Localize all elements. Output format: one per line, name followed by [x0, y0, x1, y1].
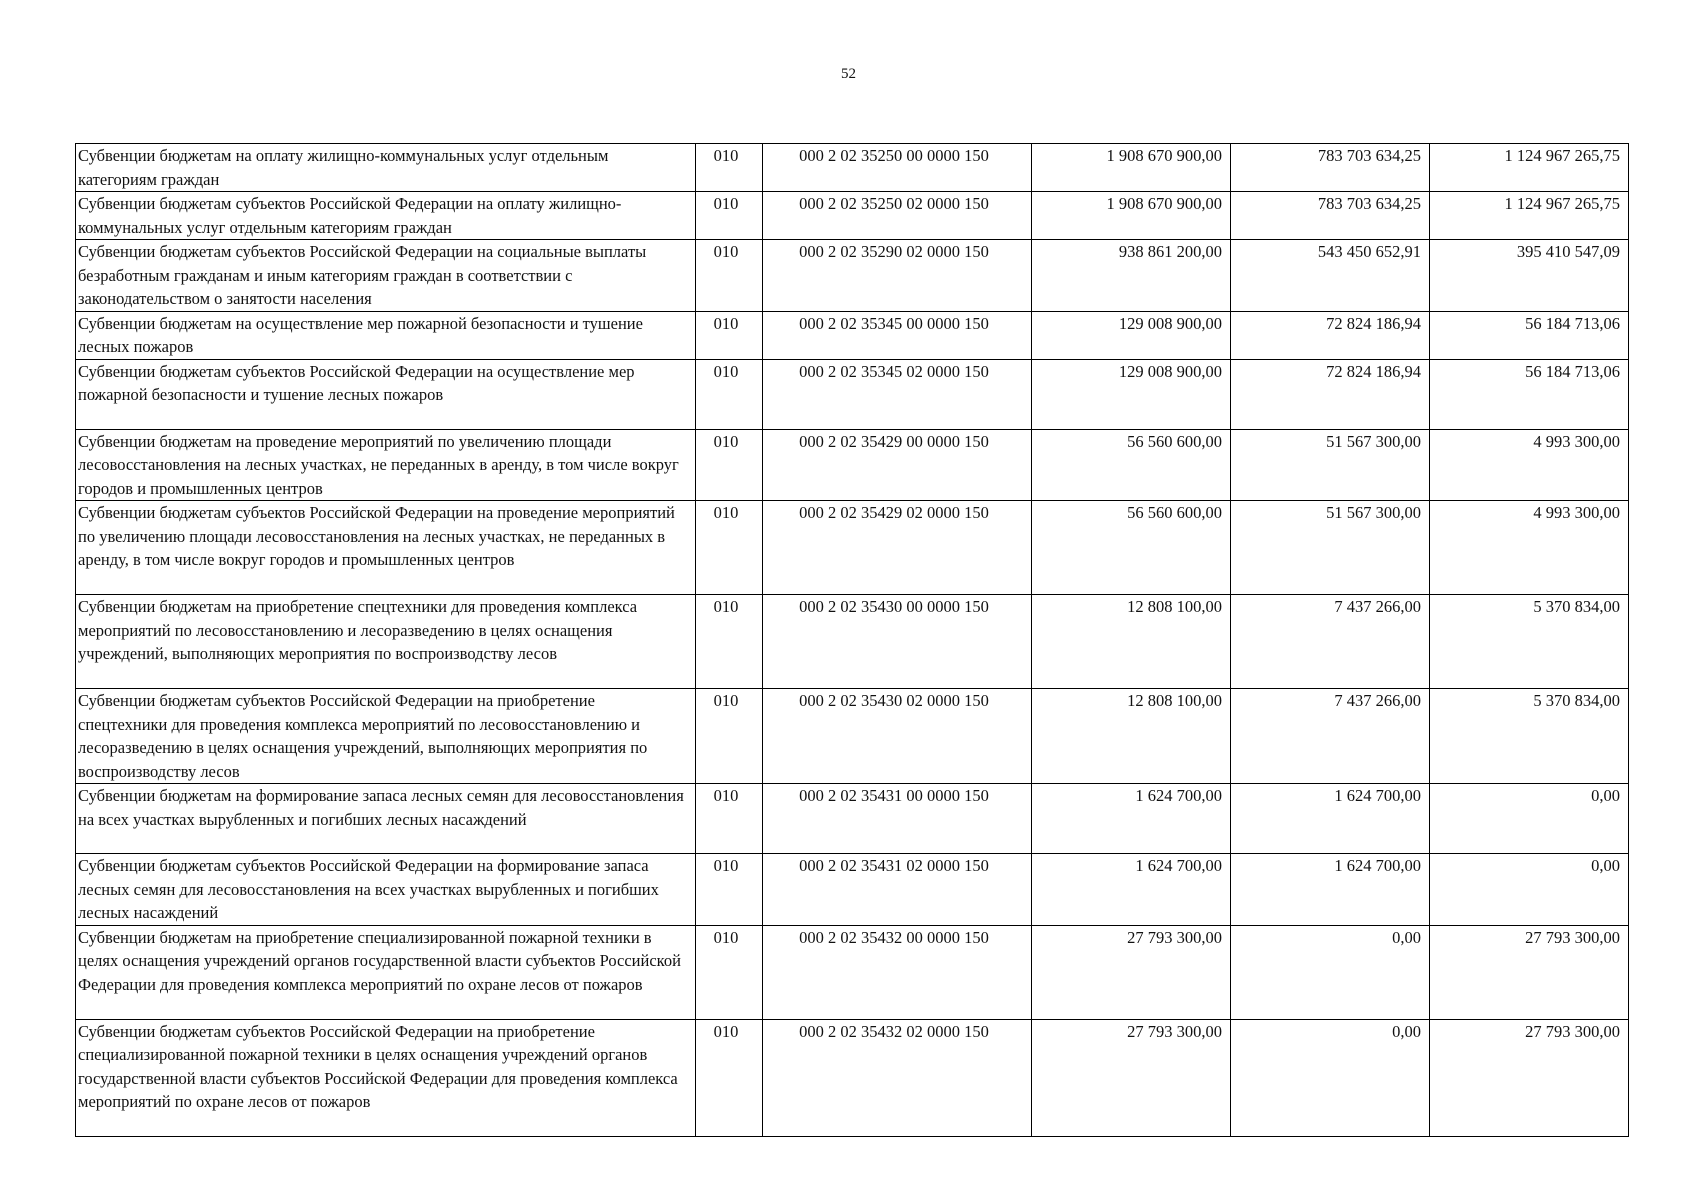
approved-amount-cell: 1 624 700,00	[1032, 784, 1231, 854]
income-name-cell: Субвенции бюджетам субъектов Российской Федерации на формирование запаса лесных семян для лесовосстановления на всех участках вырубленных и погибших лесных насаждений	[76, 854, 696, 926]
income-name-cell: Субвенции бюджетам на приобретение спецтехники для проведения комплекса мероприятий по лесовосстановлению и лесоразведению в целях оснащения учреждений, выполняющих мероприятия по воспроизводству лесов	[76, 595, 696, 689]
unexecuted-amount-cell: 4 993 300,00	[1430, 501, 1629, 595]
unexecuted-amount-cell: 395 410 547,09	[1430, 240, 1629, 312]
unexecuted-amount-cell: 1 124 967 265,75	[1430, 144, 1629, 192]
executed-amount-cell: 783 703 634,25	[1231, 192, 1430, 240]
budget-classification-code-cell: 000 2 02 35431 00 0000 150	[763, 784, 1032, 854]
approved-amount-cell: 129 008 900,00	[1032, 359, 1231, 429]
income-name-cell: Субвенции бюджетам на приобретение специализированной пожарной техники в целях оснащения учреждений органов государственной власти субъектов Российской Федерации для проведения комплекса мероприятий по охране лесов от пожаров	[76, 925, 696, 1019]
income-name-cell: Субвенции бюджетам субъектов Российской Федерации на проведение мероприятий по увеличению площади лесовосстановления на лесных участках, не переданных в аренду, в том числе вокруг городов и промышленных центров	[76, 501, 696, 595]
budget-classification-code-cell: 000 2 02 35431 02 0000 150	[763, 854, 1032, 926]
approved-amount-cell: 938 861 200,00	[1032, 240, 1231, 312]
unexecuted-amount-cell: 0,00	[1430, 854, 1629, 926]
table-row	[76, 689, 1629, 784]
line-code-cell: 010	[696, 1019, 763, 1136]
line-code-cell: 010	[696, 784, 763, 854]
income-name-cell: Субвенции бюджетам субъектов Российской Федерации на осуществление мер пожарной безопасности и тушение лесных пожаров	[76, 359, 696, 429]
line-code-cell: 010	[696, 144, 763, 192]
table-row	[76, 311, 1629, 359]
line-code-cell: 010	[696, 595, 763, 689]
line-code-cell: 010	[696, 311, 763, 359]
executed-amount-cell: 51 567 300,00	[1231, 501, 1430, 595]
line-code-cell: 010	[696, 359, 763, 429]
budget-classification-code-cell: 000 2 02 35432 00 0000 150	[763, 925, 1032, 1019]
budget-classification-code-cell: 000 2 02 35345 00 0000 150	[763, 311, 1032, 359]
budget-classification-code-cell: 000 2 02 35429 00 0000 150	[763, 429, 1032, 501]
unexecuted-amount-cell: 27 793 300,00	[1430, 1019, 1629, 1136]
executed-amount-cell: 543 450 652,91	[1231, 240, 1430, 312]
line-code-cell: 010	[696, 240, 763, 312]
unexecuted-amount-cell: 5 370 834,00	[1430, 595, 1629, 689]
approved-amount-cell: 129 008 900,00	[1032, 311, 1231, 359]
executed-amount-cell: 7 437 266,00	[1231, 689, 1430, 784]
table-row	[76, 784, 1629, 854]
line-code-cell: 010	[696, 854, 763, 926]
budget-classification-code-cell: 000 2 02 35429 02 0000 150	[763, 501, 1032, 595]
income-name-cell: Субвенции бюджетам субъектов Российской Федерации на приобретение спецтехники для проведения комплекса мероприятий по лесовосстановлению и лесоразведению в целях оснащения учреждений, выполняющих мероприятия по воспроизводству лесов	[76, 689, 696, 784]
table-row	[76, 595, 1629, 689]
budget-classification-code-cell: 000 2 02 35290 02 0000 150	[763, 240, 1032, 312]
executed-amount-cell: 0,00	[1231, 925, 1430, 1019]
executed-amount-cell: 7 437 266,00	[1231, 595, 1430, 689]
approved-amount-cell: 12 808 100,00	[1032, 595, 1231, 689]
executed-amount-cell: 51 567 300,00	[1231, 429, 1430, 501]
budget-execution-table	[75, 143, 1629, 1137]
income-name-cell: Субвенции бюджетам субъектов Российской Федерации на приобретение специализированной пожарной техники в целях оснащения учреждений органов государственной власти субъектов Российской Федерации для проведения комплекса мероприятий по охране лесов от пожаров	[76, 1019, 696, 1136]
page-number: 52	[841, 66, 856, 82]
line-code-cell: 010	[696, 689, 763, 784]
unexecuted-amount-cell: 56 184 713,06	[1430, 311, 1629, 359]
income-name-cell: Субвенции бюджетам на осуществление мер пожарной безопасности и тушение лесных пожаров	[76, 311, 696, 359]
approved-amount-cell: 56 560 600,00	[1032, 501, 1231, 595]
budget-classification-code-cell: 000 2 02 35250 00 0000 150	[763, 144, 1032, 192]
executed-amount-cell: 72 824 186,94	[1231, 311, 1430, 359]
budget-classification-code-cell: 000 2 02 35430 02 0000 150	[763, 689, 1032, 784]
unexecuted-amount-cell: 56 184 713,06	[1430, 359, 1629, 429]
income-name-cell: Субвенции бюджетам на оплату жилищно-коммунальных услуг отдельным категориям граждан	[76, 144, 696, 192]
approved-amount-cell: 12 808 100,00	[1032, 689, 1231, 784]
executed-amount-cell: 72 824 186,94	[1231, 359, 1430, 429]
income-name-cell: Субвенции бюджетам на формирование запаса лесных семян для лесовосстановления на всех участках вырубленных и погибших лесных насаждений	[76, 784, 696, 854]
line-code-cell: 010	[696, 501, 763, 595]
budget-classification-code-cell: 000 2 02 35432 02 0000 150	[763, 1019, 1032, 1136]
budget-classification-code-cell: 000 2 02 35430 00 0000 150	[763, 595, 1032, 689]
income-name-cell: Субвенции бюджетам субъектов Российской Федерации на социальные выплаты безработным гражданам и иным категориям граждан в соответствии с законодательством о занятости населения	[76, 240, 696, 312]
executed-amount-cell: 1 624 700,00	[1231, 854, 1430, 926]
unexecuted-amount-cell: 4 993 300,00	[1430, 429, 1629, 501]
table-row	[76, 1019, 1629, 1136]
line-code-cell: 010	[696, 192, 763, 240]
table-row	[76, 359, 1629, 429]
budget-classification-code-cell: 000 2 02 35345 02 0000 150	[763, 359, 1032, 429]
approved-amount-cell: 1 624 700,00	[1032, 854, 1231, 926]
table-row	[76, 192, 1629, 240]
table-row	[76, 925, 1629, 1019]
approved-amount-cell: 27 793 300,00	[1032, 1019, 1231, 1136]
budget-classification-code-cell: 000 2 02 35250 02 0000 150	[763, 192, 1032, 240]
table-row	[76, 240, 1629, 312]
unexecuted-amount-cell: 1 124 967 265,75	[1430, 192, 1629, 240]
executed-amount-cell: 0,00	[1231, 1019, 1430, 1136]
table-row	[76, 854, 1629, 926]
table-row	[76, 429, 1629, 501]
approved-amount-cell: 1 908 670 900,00	[1032, 192, 1231, 240]
approved-amount-cell: 56 560 600,00	[1032, 429, 1231, 501]
income-name-cell: Субвенции бюджетам субъектов Российской Федерации на оплату жилищно-коммунальных услуг отдельным категориям граждан	[76, 192, 696, 240]
table-row	[76, 144, 1629, 192]
unexecuted-amount-cell: 5 370 834,00	[1430, 689, 1629, 784]
unexecuted-amount-cell: 27 793 300,00	[1430, 925, 1629, 1019]
executed-amount-cell: 783 703 634,25	[1231, 144, 1430, 192]
approved-amount-cell: 1 908 670 900,00	[1032, 144, 1231, 192]
unexecuted-amount-cell: 0,00	[1430, 784, 1629, 854]
table-row	[76, 501, 1629, 595]
approved-amount-cell: 27 793 300,00	[1032, 925, 1231, 1019]
executed-amount-cell: 1 624 700,00	[1231, 784, 1430, 854]
line-code-cell: 010	[696, 925, 763, 1019]
line-code-cell: 010	[696, 429, 763, 501]
income-name-cell: Субвенции бюджетам на проведение мероприятий по увеличению площади лесовосстановления на лесных участках, не переданных в аренду, в том числе вокруг городов и промышленных центров	[76, 429, 696, 501]
